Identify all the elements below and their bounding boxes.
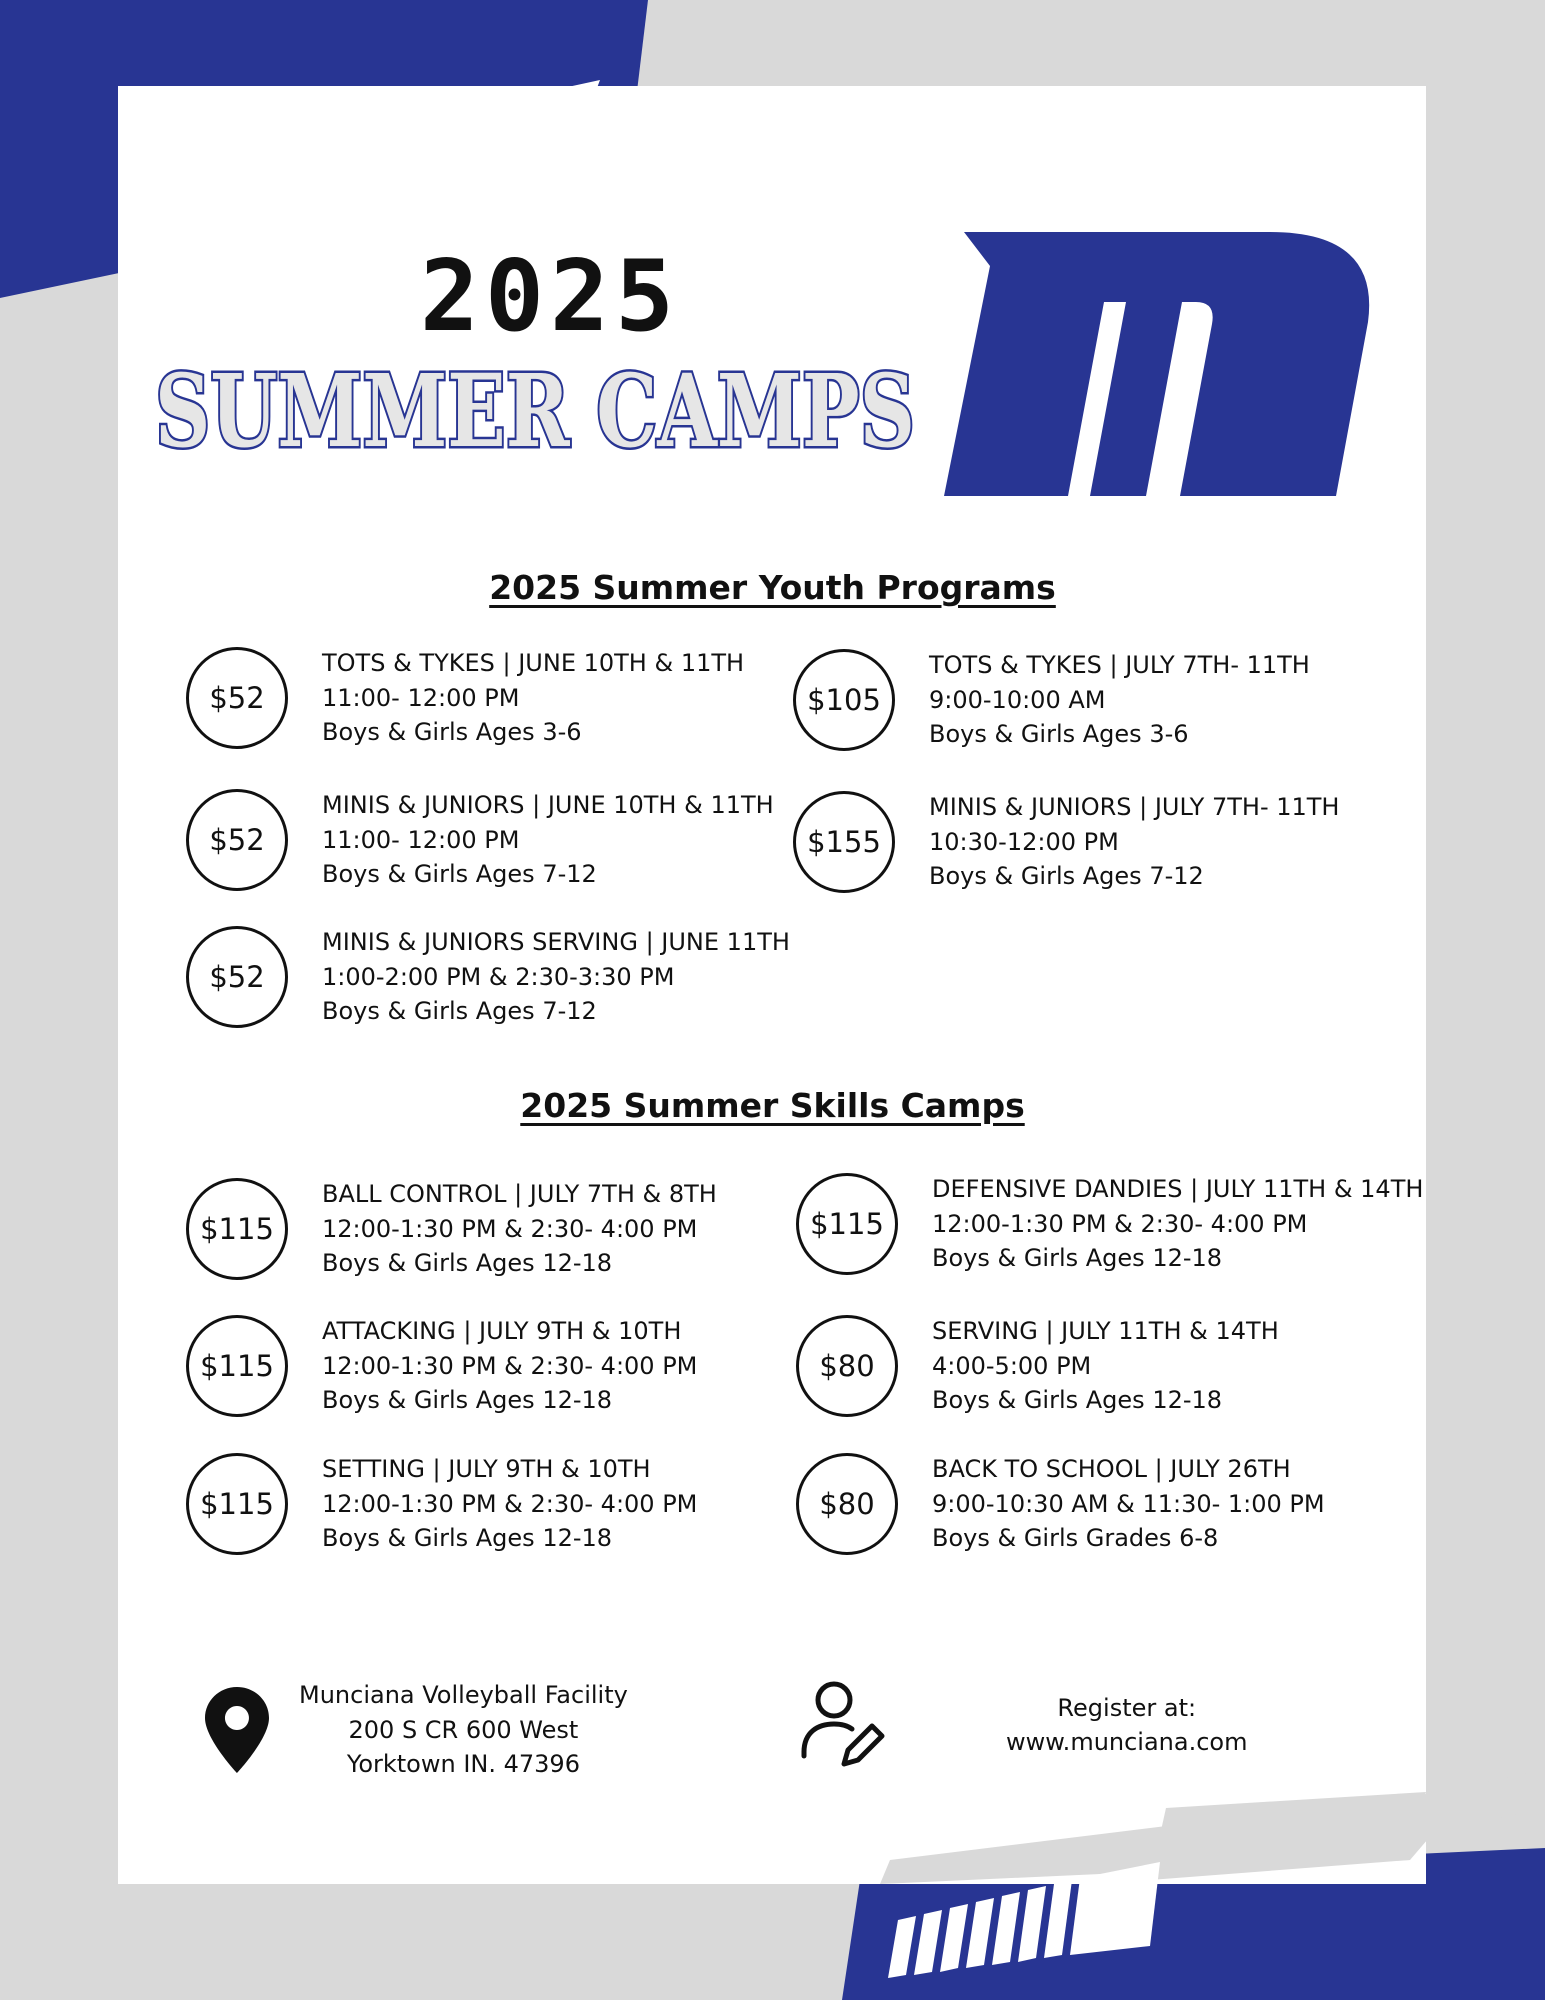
- camp-time: 12:00-1:30 PM & 2:30- 4:00 PM: [322, 1214, 698, 1243]
- youth-program-item: [186, 925, 790, 1029]
- camp-audience: Boys & Girls Grades 6-8: [932, 1524, 1219, 1552]
- camp-details: [932, 1314, 1279, 1418]
- program-time: 9:00-10:00 AM: [929, 685, 1106, 714]
- program-details: [322, 925, 790, 1029]
- price-badge: $52: [186, 789, 288, 891]
- city-address: Yorktown IN. 47396: [346, 1750, 580, 1778]
- camp-details: [322, 1452, 697, 1556]
- program-time: 1:00-2:00 PM & 2:30-3:30 PM: [322, 962, 675, 991]
- price-badge: $52: [186, 926, 288, 1028]
- camp-title: SETTING | JULY 9TH & 10TH: [322, 1455, 651, 1483]
- program-title: TOTS & TYKES | JUNE 10TH & 11TH: [322, 649, 745, 677]
- camp-audience: Boys & Girls Ages 12-18: [322, 1249, 613, 1277]
- program-title: MINIS & JUNIORS SERVING | JUNE 11TH: [322, 928, 790, 956]
- camp-time: 12:00-1:30 PM & 2:30- 4:00 PM: [322, 1351, 698, 1380]
- skills-camp-item: [796, 1452, 1325, 1556]
- camp-details: [322, 1177, 717, 1281]
- program-time: 11:00- 12:00 PM: [322, 683, 520, 712]
- skills-camp-item: [186, 1452, 697, 1556]
- youth-program-item: [793, 648, 1310, 752]
- youth-programs-title: 2025 Summer Youth Programs: [489, 568, 1056, 607]
- price-badge: $52: [186, 647, 288, 749]
- munciana-m-logo: [940, 232, 1380, 496]
- camp-title: BACK TO SCHOOL | JULY 26TH: [932, 1455, 1291, 1483]
- program-audience: Boys & Girls Ages 3-6: [322, 718, 582, 746]
- program-title: TOTS & TYKES | JULY 7TH- 11TH: [929, 651, 1310, 679]
- camp-audience: Boys & Girls Ages 12-18: [322, 1524, 613, 1552]
- price-badge: $155: [793, 791, 895, 893]
- camp-details: [932, 1452, 1325, 1556]
- price-badge: $115: [796, 1173, 898, 1275]
- program-audience: Boys & Girls Ages 3-6: [929, 720, 1189, 748]
- skills-camp-item: [186, 1314, 697, 1418]
- camp-audience: Boys & Girls Ages 12-18: [932, 1386, 1223, 1414]
- street-address: 200 S CR 600 West: [348, 1715, 579, 1744]
- program-details: [322, 788, 774, 892]
- camp-details: [322, 1314, 697, 1418]
- program-audience: Boys & Girls Ages 7-12: [322, 860, 597, 888]
- register-block: [800, 1680, 1248, 1770]
- price-badge: $105: [793, 649, 895, 751]
- skills-camp-item: [796, 1314, 1279, 1418]
- skills-camp-item: [186, 1177, 717, 1281]
- program-title: MINIS & JUNIORS | JUNE 10TH & 11TH: [322, 791, 774, 819]
- program-details: [929, 790, 1339, 894]
- camp-time: 12:00-1:30 PM & 2:30- 4:00 PM: [322, 1489, 698, 1518]
- youth-program-item: [186, 788, 774, 892]
- program-title: MINIS & JUNIORS | JULY 7TH- 11TH: [929, 793, 1340, 821]
- location-block: [205, 1678, 628, 1782]
- camp-title: ATTACKING | JULY 9TH & 10TH: [322, 1317, 682, 1345]
- camp-title: DEFENSIVE DANDIES | JULY 11TH & 14TH: [932, 1175, 1424, 1203]
- price-badge: $115: [186, 1453, 288, 1555]
- camp-time: 12:00-1:30 PM & 2:30- 4:00 PM: [932, 1209, 1308, 1238]
- price-badge: $80: [796, 1453, 898, 1555]
- summer-camps-headline: [150, 350, 920, 470]
- location-pin-icon: [205, 1687, 269, 1773]
- price-badge: $115: [186, 1315, 288, 1417]
- camp-details: [932, 1172, 1423, 1276]
- register-url[interactable]: www.munciana.com: [1006, 1728, 1248, 1756]
- program-time: 10:30-12:00 PM: [929, 827, 1119, 856]
- camp-audience: Boys & Girls Ages 12-18: [932, 1244, 1223, 1272]
- program-audience: Boys & Girls Ages 7-12: [929, 862, 1204, 890]
- program-details: [929, 648, 1310, 752]
- location-address: [299, 1678, 628, 1782]
- skills-camps-title: 2025 Summer Skills Camps: [520, 1086, 1025, 1125]
- user-edit-icon: [800, 1680, 886, 1770]
- camp-time: 9:00-10:30 AM & 11:30- 1:00 PM: [932, 1489, 1325, 1518]
- headline-text: SUMMER CAMPS: [155, 352, 915, 470]
- program-details: [322, 646, 744, 750]
- program-audience: Boys & Girls Ages 7-12: [322, 997, 597, 1025]
- skills-camp-item: [796, 1172, 1423, 1276]
- youth-program-item: [186, 646, 744, 750]
- camp-title: SERVING | JULY 11TH & 14TH: [932, 1317, 1279, 1345]
- year-heading: 2025: [420, 240, 681, 354]
- price-badge: $80: [796, 1315, 898, 1417]
- facility-name: Munciana Volleyball Facility: [299, 1681, 628, 1709]
- register-label: Register at:: [1057, 1693, 1197, 1722]
- camp-audience: Boys & Girls Ages 12-18: [322, 1386, 613, 1414]
- camp-time: 4:00-5:00 PM: [932, 1351, 1092, 1380]
- price-badge: $115: [186, 1178, 288, 1280]
- register-info: [1006, 1691, 1248, 1760]
- youth-program-item: [793, 790, 1339, 894]
- camp-title: BALL CONTROL | JULY 7TH & 8TH: [322, 1180, 717, 1208]
- program-time: 11:00- 12:00 PM: [322, 825, 520, 854]
